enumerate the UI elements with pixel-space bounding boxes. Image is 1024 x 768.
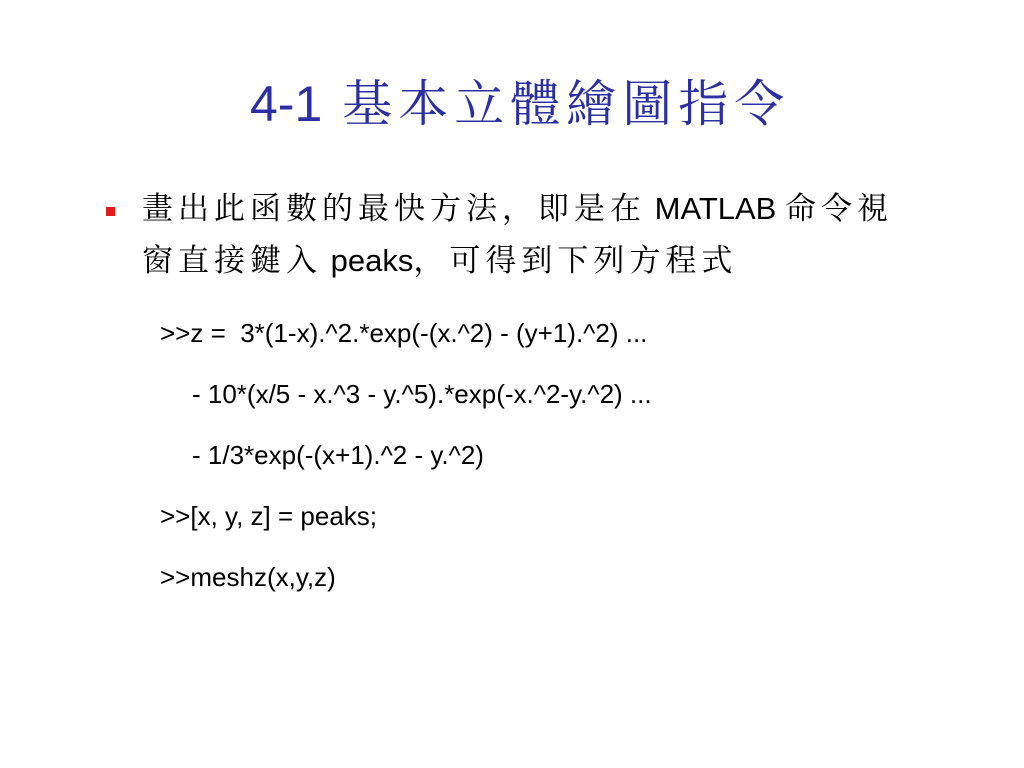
bullet-text [142, 183, 992, 287]
bullet-item [106, 183, 1006, 287]
title-text: 基本立體繪圖指令 [342, 75, 791, 133]
slide-title [250, 68, 990, 140]
title-number: 4-1 [250, 76, 323, 132]
code-line-1: >>z = 3*(1-x).^2.*exp(-(x.^2) - (y+1).^2) ... [160, 318, 648, 348]
code-line-2: - 10*(x/5 - x.^3 - y.^5).*exp(-x.^2-y.^2) ... [192, 379, 652, 409]
code-block [160, 308, 1000, 613]
bullet-line2-part2: ，可得到下列方程式 [413, 243, 738, 279]
square-bullet-icon [106, 207, 115, 216]
code-line-4: >>[x, y, z] = peaks; [160, 501, 378, 531]
bullet-line2-part1: 窗直接鍵入 [142, 243, 322, 279]
bullet-line2-peaks: peaks [330, 243, 414, 278]
bullet-line1-part2: 命令視 [784, 191, 893, 227]
code-line-3: - 1/3*exp(-(x+1).^2 - y.^2) [192, 440, 484, 470]
code-line-5: >>meshz(x,y,z) [160, 562, 336, 592]
bullet-line1-matlab: MATLAB [654, 191, 777, 226]
bullet-line1-part1: 畫出此函數的最快方法，即是在 [142, 191, 646, 227]
